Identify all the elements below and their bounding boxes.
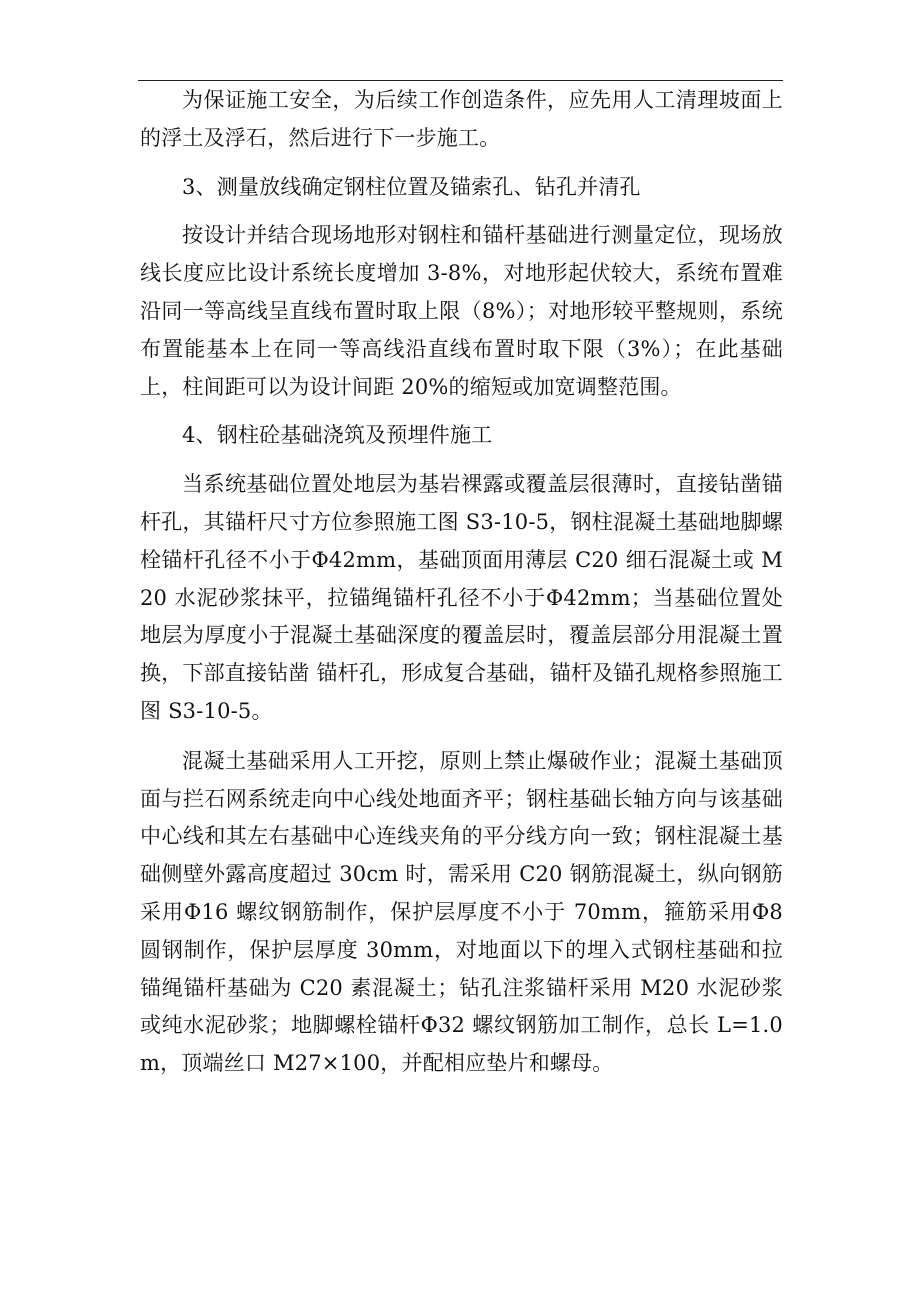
section-heading-3: 3、测量放线确定钢柱位置及锚索孔、钻孔并清孔: [182, 174, 641, 199]
section-heading-4: 4、钢柱砼基础浇筑及预埋件施工: [182, 423, 493, 448]
paragraph-survey-layout: 按设计并结合现场地形对钢柱和锚杆基础进行测量定位，现场放线长度应比设计系统长度增加 3-8%，对地形起伏较大，系统布置难沿同一等高线呈直线布置时取上限（8%）；对地形较平整规则，系统布置能基本上在同一等高线沿直线布置时取下限（3%）；在此基础上，柱间距可以为设计间距 20%的缩短或加宽调整范围。: [140, 223, 783, 399]
document-body: [140, 82, 783, 1083]
header-rule: [138, 80, 783, 81]
paragraph-surface-cleanup: 为保证施工安全，为后续工作创造条件，应先用人工清理坡面上的浮土及浮石，然后进行下一步施工。: [140, 88, 783, 150]
paragraph-concrete-foundation: 混凝土基础采用人工开挖，原则上禁止爆破作业；混凝土基础顶面与拦石网系统走向中心线处地面齐平；钢柱基础长轴方向与该基础中心线和其左右基础中心连线夹角的平分线方向一致；钢柱混凝土基础侧壁外露高度超过 30cm 时，需采用 C20 钢筋混凝土，纵向钢筋采用Φ16 螺纹钢筋制作，保护层厚度不小于 70mm，箍筋采用Φ8 圆钢制作，保护层厚度 30mm，对地面以下的埋入式钢柱基础和拉锚绳锚杆基础为 C20 素混凝土；钻孔注浆锚杆采用 M20 水泥砂浆或纯水泥砂浆；地脚螺栓锚杆Φ32 螺纹钢筋加工制作，总长 L=1.0m，顶端丝口 M27×100，并配相应垫片和螺母。: [140, 748, 783, 1076]
paragraph-foundation-anchor: 当系统基础位置处地层为基岩裸露或覆盖层很薄时，直接钻凿锚杆孔，其锚杆尺寸方位参照施工图 S3-10-5，钢柱混凝土基础地脚螺栓锚杆孔径不小于Φ42mm，基础顶面用薄层 C20 细石混凝土或 M20 水泥砂浆抹平，拉锚绳锚杆孔径不小于Φ42mm；当基础位置处地层为厚度小于混凝土基础深度的覆盖层时，覆盖层部分用混凝土置换，下部直接钻凿 锚杆孔，形成复合基础，锚杆及锚孔规格参照施工图 S3-10-5。: [140, 472, 783, 723]
